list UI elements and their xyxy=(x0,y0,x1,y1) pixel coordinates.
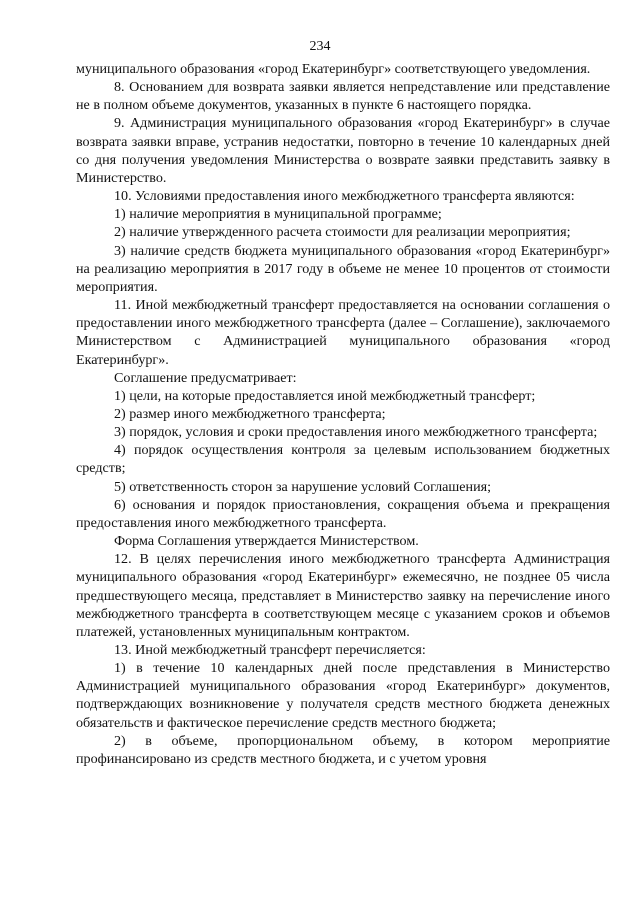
paragraph: 1) в течение 10 календарных дней после представления в Министерство Администрацией муниципального образования «город Екатеринбург» документов, подтверждающих возникновение у получателя средств местного бюджета денежных обязательств и фактическое перечисление средств местного бюджета; xyxy=(76,660,610,731)
paragraph: 10. Условиями предоставления иного межбюджетного трансферта являются: xyxy=(114,188,575,205)
paragraph: 12. В целях перечисления иного межбюджетного трансферта Администрация муниципального образования «город Екатеринбург» ежемесячно, не позднее 05 числа предшествующего месяца, представляет в Министерство заявку на перечисление иного межбюджетного трансферта в соответствующем месяце с указанием сроков и объемов платежей, установленных муниципальным контрактом. xyxy=(76,551,610,640)
paragraph: 5) ответственность сторон за нарушение условий Соглашения; xyxy=(114,478,492,495)
paragraph: 2) размер иного межбюджетного трансферта; xyxy=(114,405,386,422)
paragraph: 6) основания и порядок приостановления, сокращения объема и прекращения предоставления иного межбюджетного трансферта. xyxy=(76,496,610,531)
paragraph: муниципального образования «город Екатеринбург» соответствующего уведомления. xyxy=(76,61,591,77)
paragraph: 2) в объеме, пропорциональном объему, в котором мероприятие профинансировано из средств местного бюджета, и с учетом уровня xyxy=(76,732,610,767)
paragraph: 3) наличие средств бюджета муниципального образования «город Екатеринбург» на реализацию мероприятия в 2017 году в объеме не менее 10 процентов от стоимости мероприятия. xyxy=(76,242,610,295)
paragraph: 3) порядок, условия и сроки предоставления иного межбюджетного трансферта; xyxy=(114,424,598,441)
paragraph: 9. Администрация муниципального образования «город Екатеринбург» в случае возврата заявки вправе, устранив недостатки, повторно в течение 10 календарных дней со дня получения уведомления Министерства о возврате заявки представить заявку в Министерство. xyxy=(76,115,610,186)
paragraph: Соглашение предусматривает: xyxy=(114,369,297,386)
paragraph: 13. Иной межбюджетный трансферт перечисляется: xyxy=(114,642,426,658)
paragraph: 4) порядок осуществления контроля за целевым использованием бюджетных средств; xyxy=(76,442,610,477)
paragraph: 1) цели, на которые предоставляется иной межбюджетный трансферт; xyxy=(114,387,536,404)
paragraph: Форма Соглашения утверждается Министерством. xyxy=(114,533,419,550)
document-body xyxy=(76,60,610,768)
page-number: 234 xyxy=(309,39,331,54)
paragraph: 11. Иной межбюджетный трансферт предоставляется на основании соглашения о предоставлении иного межбюджетного трансферта (далее – Соглашение), заключаемого Министерством с Администрацией муниципального образования «город Екатеринбург». xyxy=(76,297,610,368)
paragraph: 1) наличие мероприятия в муниципальной программе; xyxy=(114,206,442,223)
paragraph: 2) наличие утвержденного расчета стоимости для реализации мероприятия; xyxy=(114,224,571,241)
paragraph: 8. Основанием для возврата заявки является непредставление или представление не в полном объеме документов, указанных в пункте 6 настоящего порядка. xyxy=(76,79,610,114)
